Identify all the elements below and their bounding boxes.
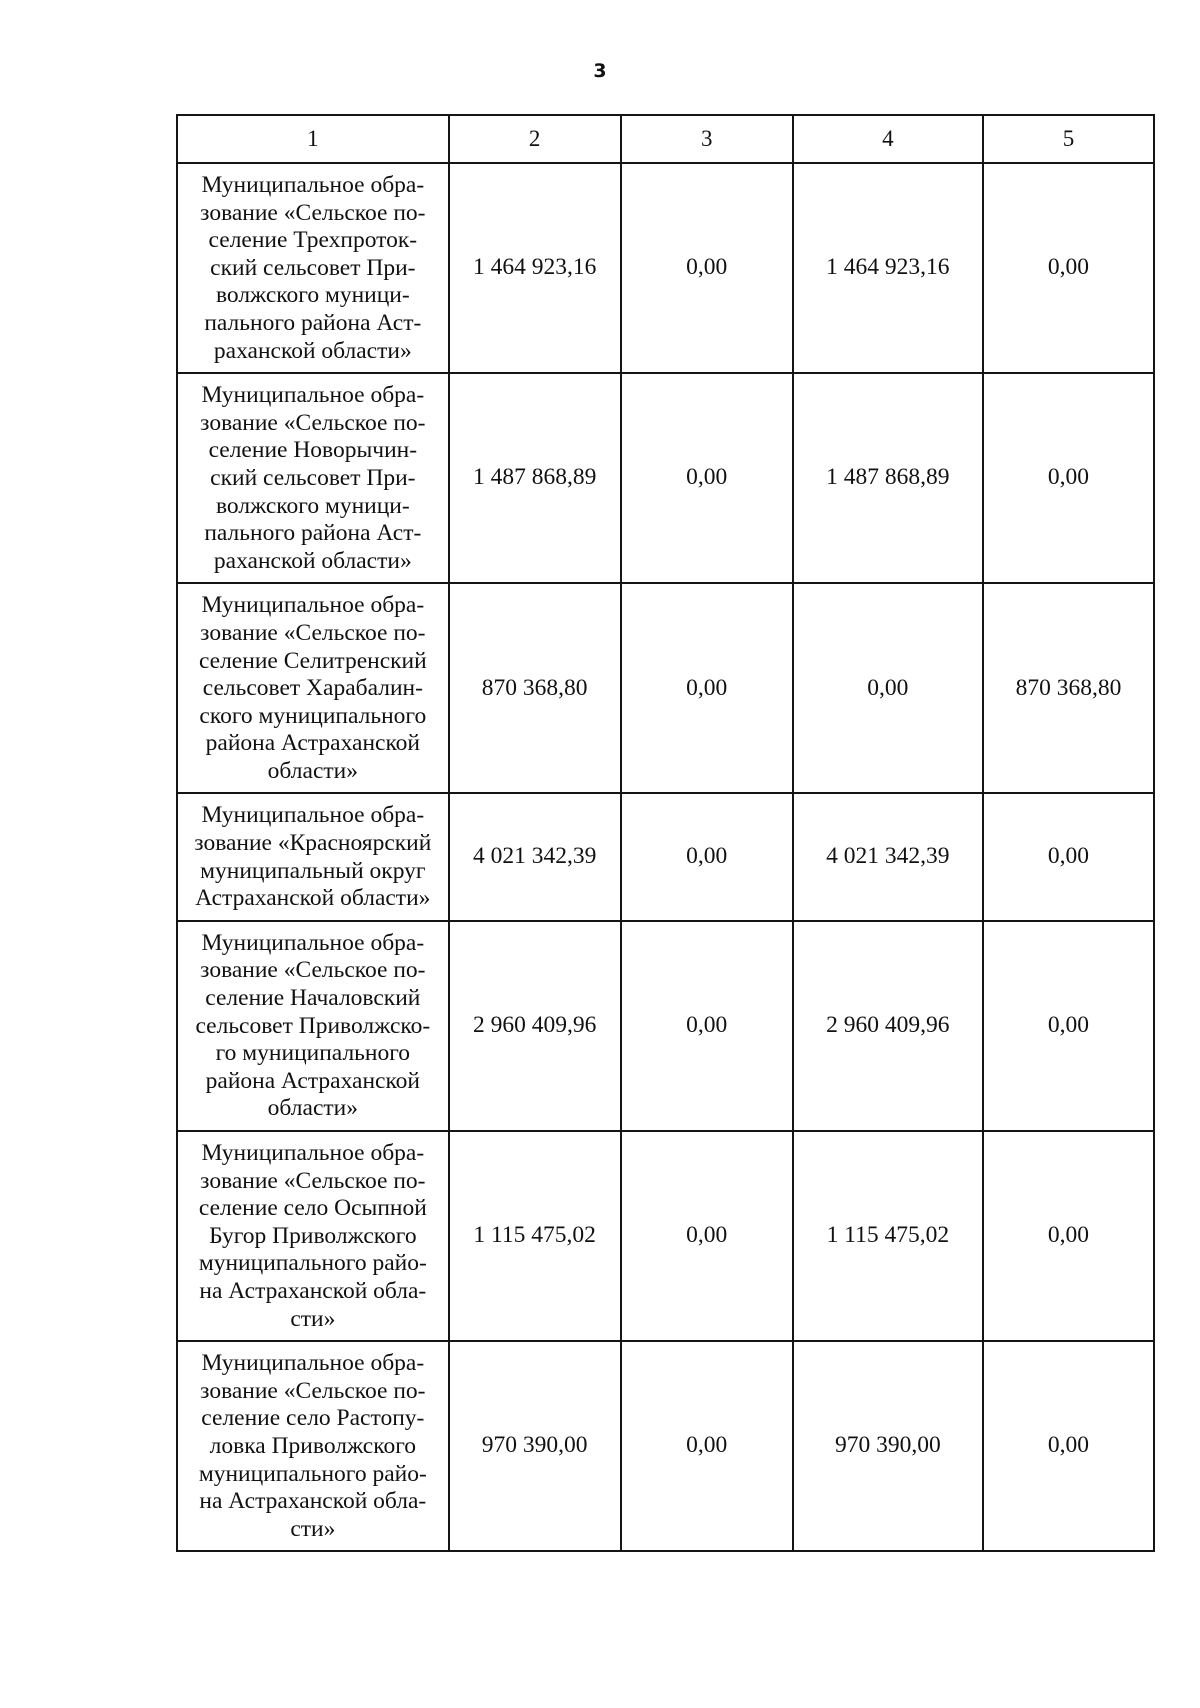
amount-cell-col-2: 870 368,80 [449, 583, 621, 793]
municipality-name-line: зование «Сельское по- [200, 409, 426, 436]
amount-cell-col-4: 4 021 342,39 [793, 793, 983, 920]
column-header-5: 5 [983, 115, 1154, 163]
municipality-name-line: Муниципальное обра- [201, 1350, 425, 1377]
municipality-name-cell [177, 921, 449, 1131]
municipality-name-line: раханской области» [213, 337, 412, 364]
amount-cell-col-5: 0,00 [983, 921, 1154, 1131]
table-header-row [177, 115, 1154, 163]
municipality-name-line: сельсовет Приволжско- [195, 1012, 431, 1039]
amount-cell-col-2: 4 021 342,39 [449, 793, 621, 920]
municipality-name-line: области» [267, 757, 358, 784]
municipality-name-line: Муниципальное обра- [201, 592, 425, 619]
amount-cell-col-3: 0,00 [621, 583, 793, 793]
municipality-name-line: Муниципальное обра- [201, 1140, 425, 1166]
amount-cell-col-5: 0,00 [983, 793, 1154, 920]
amount-cell-col-3: 0,00 [621, 373, 793, 583]
municipality-name-cell [177, 583, 449, 793]
amount-cell-col-5: 0,00 [983, 373, 1154, 583]
municipality-name-line: муниципальный округ [200, 857, 426, 884]
table-body [177, 163, 1154, 1551]
municipality-name-line: зование «Сельское по- [200, 199, 426, 226]
amount-cell-col-5: 0,00 [983, 1341, 1154, 1551]
amount-cell-col-3: 0,00 [621, 1131, 793, 1341]
amount-cell-col-3: 0,00 [621, 793, 793, 920]
municipality-name-line: сти» [290, 1515, 336, 1542]
amount-cell-col-4: 1 115 475,02 [793, 1131, 983, 1341]
municipality-name-line: района Астраханской [205, 730, 421, 757]
municipality-name-line: селение село Растопу- [201, 1405, 425, 1432]
amount-cell-col-3: 0,00 [621, 1341, 793, 1551]
column-header-3: 3 [621, 115, 793, 163]
municipality-name-line: зование «Сельское по- [200, 619, 426, 646]
municipality-name-line: на Астраханской обла- [199, 1488, 427, 1515]
amount-cell-col-5: 870 368,80 [983, 583, 1154, 793]
amount-cell-col-5: 0,00 [983, 1131, 1154, 1341]
amount-cell-col-3: 0,00 [621, 163, 793, 373]
municipality-name-cell [177, 793, 449, 920]
table-row [177, 793, 1154, 920]
column-header-1: 1 [177, 115, 449, 163]
municipality-name-line: ского муниципального [199, 702, 427, 729]
table-row [177, 163, 1154, 373]
municipality-name-cell [177, 1341, 449, 1551]
municipality-name-line: ловка Приволжского [209, 1432, 416, 1459]
municipality-name-line: муниципального райо- [198, 1460, 427, 1487]
municipality-name-line: Муниципальное обра- [201, 802, 425, 829]
amount-cell-col-2: 1 115 475,02 [449, 1131, 621, 1341]
amount-cell-col-2: 2 960 409,96 [449, 921, 621, 1131]
table-row [177, 1131, 1154, 1341]
municipality-name-line: области» [267, 1095, 358, 1122]
municipality-name-cell [177, 373, 449, 583]
amount-cell-col-2: 970 390,00 [449, 1341, 621, 1551]
table-row [177, 921, 1154, 1131]
amount-cell-col-4: 970 390,00 [793, 1341, 983, 1551]
municipality-name-line: раханской области» [213, 547, 412, 574]
amount-cell-col-4: 1 487 868,89 [793, 373, 983, 583]
amount-cell-col-5: 0,00 [983, 163, 1154, 373]
municipality-name-line: зование «Красноярский [194, 830, 432, 857]
amount-cell-col-4: 0,00 [793, 583, 983, 793]
table-row [177, 1341, 1154, 1551]
amount-cell-col-3: 0,00 [621, 921, 793, 1131]
table-row [177, 583, 1154, 793]
municipality-name-line: ский сельсовет При- [210, 464, 416, 491]
municipality-name-line: района Астраханской [205, 1067, 421, 1094]
municipality-name-line: волжского муници- [215, 492, 410, 519]
municipality-name-line: Астраханской области» [195, 885, 431, 912]
municipality-name-line: Муниципальное обра- [201, 929, 425, 956]
municipality-name-line: муниципального райо- [198, 1250, 427, 1277]
municipality-name-cell [177, 163, 449, 373]
municipality-name-line: волжского муници- [215, 282, 410, 309]
municipality-name-cell [177, 1131, 449, 1341]
amount-cell-col-2: 1 464 923,16 [449, 163, 621, 373]
municipality-name-line: селение Трехпроток- [208, 227, 418, 254]
municipality-name-line: Муниципальное обра- [201, 172, 425, 198]
municipality-name-line: зование «Сельское по- [200, 1377, 426, 1404]
amount-cell-col-2: 1 487 868,89 [449, 373, 621, 583]
municipality-name-line: на Астраханской обла- [199, 1277, 427, 1304]
amount-cell-col-4: 1 464 923,16 [793, 163, 983, 373]
municipality-name-line: селение Новорычин- [208, 437, 418, 464]
municipality-name-line: пального района Аст- [204, 520, 422, 547]
column-header-4: 4 [793, 115, 983, 163]
column-header-2: 2 [449, 115, 621, 163]
table-row [177, 373, 1154, 583]
municipality-name-line: ский сельсовет При- [210, 254, 416, 281]
municipality-name-line: селение Селитренский [198, 647, 427, 674]
data-table [176, 114, 1155, 1552]
page-number: 3 [593, 60, 607, 82]
municipality-name-line: зование «Сельское по- [200, 1167, 426, 1194]
municipality-name-line: селение Началовский [205, 985, 421, 1012]
municipality-name-line: селение село Осыпной [198, 1195, 427, 1222]
municipality-name-line: сти» [290, 1305, 336, 1332]
municipality-name-line: сельсовет Харабалин- [202, 675, 423, 702]
municipality-name-line: зование «Сельское по- [200, 957, 426, 984]
municipality-name-line: Бугор Приволжского [209, 1222, 417, 1249]
amount-cell-col-4: 2 960 409,96 [793, 921, 983, 1131]
municipality-name-line: го муниципального [215, 1040, 411, 1067]
municipality-name-line: Муниципальное обра- [201, 382, 425, 409]
municipality-name-line: пального района Аст- [204, 309, 422, 336]
